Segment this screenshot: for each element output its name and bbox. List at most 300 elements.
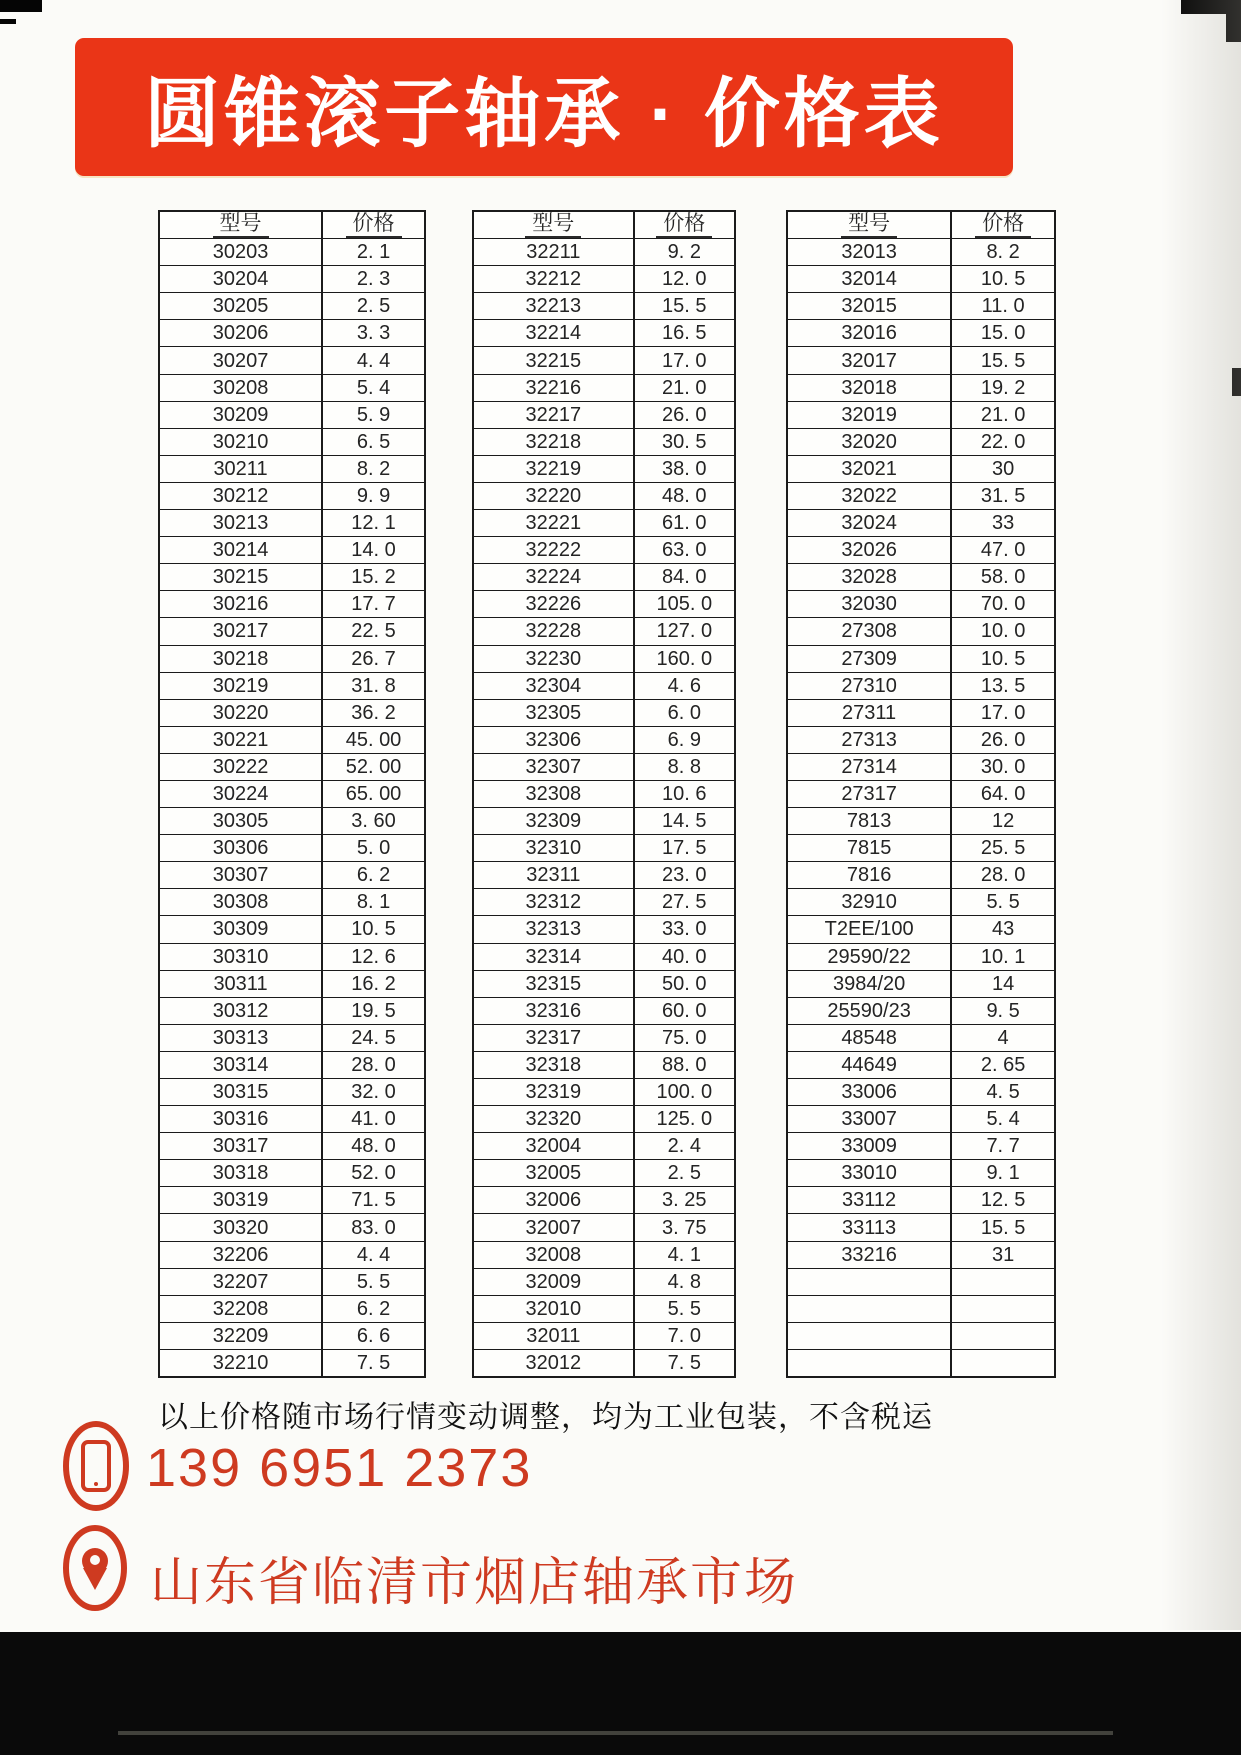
table-row bbox=[474, 1078, 734, 1105]
price-cell: 12. 6 bbox=[321, 944, 424, 970]
table-row bbox=[160, 672, 424, 699]
table-row bbox=[160, 374, 424, 401]
table-row bbox=[788, 915, 1054, 942]
model-cell: 32320 bbox=[525, 1108, 582, 1131]
table-row bbox=[474, 1268, 734, 1295]
header-row bbox=[474, 212, 734, 238]
table-row bbox=[160, 319, 424, 346]
model-cell: 32208 bbox=[212, 1297, 269, 1320]
table-row bbox=[788, 428, 1054, 455]
model-cell: 30308 bbox=[212, 891, 269, 914]
price-cell: 26. 0 bbox=[633, 402, 734, 428]
model-cell: 32024 bbox=[841, 512, 897, 535]
model-cell: 32017 bbox=[841, 349, 897, 372]
price-cell: 30. 0 bbox=[950, 754, 1054, 780]
price-cell: 17. 0 bbox=[950, 700, 1054, 726]
price-cell: 4. 5 bbox=[950, 1079, 1054, 1105]
price-cell: 40. 0 bbox=[633, 944, 734, 970]
table-row bbox=[474, 509, 734, 536]
price-cell: 26. 7 bbox=[321, 646, 424, 672]
price-cell: 12. 1 bbox=[321, 510, 424, 536]
price-cell: 4. 8 bbox=[633, 1269, 734, 1295]
price-cell: 47. 0 bbox=[950, 537, 1054, 563]
table-row bbox=[160, 970, 424, 997]
price-cell: 9. 1 bbox=[950, 1160, 1054, 1186]
price-cell: 7. 5 bbox=[321, 1350, 424, 1376]
table-row bbox=[474, 699, 734, 726]
price-cell: 15. 5 bbox=[950, 347, 1054, 373]
table-row bbox=[788, 563, 1054, 590]
price-cell: 36. 2 bbox=[321, 700, 424, 726]
table-row bbox=[474, 726, 734, 753]
table-row bbox=[474, 915, 734, 942]
model-cell: 32309 bbox=[525, 810, 582, 833]
price-cell: 31 bbox=[950, 1242, 1054, 1268]
table-row bbox=[160, 1159, 424, 1186]
price-cell: 7. 0 bbox=[633, 1323, 734, 1349]
price-cell: 22. 5 bbox=[321, 618, 424, 644]
table-row bbox=[160, 861, 424, 888]
table-row bbox=[474, 563, 734, 590]
model-cell: 30218 bbox=[212, 647, 269, 670]
price-cell: 100. 0 bbox=[633, 1079, 734, 1105]
model-cell: 27313 bbox=[841, 728, 897, 751]
table-row bbox=[160, 509, 424, 536]
map-pin-icon bbox=[62, 1525, 128, 1616]
table-row bbox=[788, 617, 1054, 644]
model-cell: 32222 bbox=[525, 539, 582, 562]
price-cell: 23. 0 bbox=[633, 862, 734, 888]
price-cell: 83. 0 bbox=[321, 1214, 424, 1240]
table-row bbox=[160, 726, 424, 753]
model-cell: 30315 bbox=[212, 1081, 269, 1104]
model-cell: 32022 bbox=[841, 484, 897, 507]
model-cell: 32318 bbox=[525, 1053, 582, 1076]
model-cell: 7813 bbox=[846, 810, 892, 833]
table-row bbox=[474, 1132, 734, 1159]
header-label: 价格 bbox=[975, 212, 1031, 238]
model-cell: 27310 bbox=[841, 674, 897, 697]
model-cell: 30320 bbox=[212, 1216, 269, 1239]
model-cell: 44649 bbox=[841, 1053, 897, 1076]
price-cell: 11. 0 bbox=[950, 293, 1054, 319]
model-cell: 32007 bbox=[525, 1216, 582, 1239]
table-row bbox=[474, 1105, 734, 1132]
table-row bbox=[788, 672, 1054, 699]
model-cell: T2EE/100 bbox=[824, 918, 914, 941]
table-row bbox=[160, 834, 424, 861]
model-cell: 33113 bbox=[842, 1216, 897, 1239]
model-cell: 30203 bbox=[212, 241, 269, 264]
model-cell: 30312 bbox=[212, 999, 269, 1022]
table-row bbox=[788, 1159, 1054, 1186]
price-cell: 52. 0 bbox=[321, 1160, 424, 1186]
price-cell bbox=[950, 1269, 1054, 1295]
model-cell: 32004 bbox=[525, 1135, 582, 1158]
table-row bbox=[788, 346, 1054, 373]
model-cell: 32316 bbox=[525, 999, 582, 1022]
table-row bbox=[474, 1051, 734, 1078]
table-row bbox=[788, 943, 1054, 970]
table-row bbox=[788, 1132, 1054, 1159]
price-cell: 2. 5 bbox=[321, 293, 424, 319]
model-cell: 7816 bbox=[846, 864, 892, 887]
price-cell: 4 bbox=[950, 1025, 1054, 1051]
table-row bbox=[474, 861, 734, 888]
price-cell: 22. 0 bbox=[950, 429, 1054, 455]
header-label: 价格 bbox=[346, 212, 402, 238]
model-cell: 32021 bbox=[841, 457, 897, 480]
model-cell: 27309 bbox=[841, 647, 897, 670]
table-row bbox=[788, 1213, 1054, 1240]
price-cell: 10. 1 bbox=[950, 944, 1054, 970]
model-cell: 32211 bbox=[526, 241, 581, 264]
price-cell: 19. 5 bbox=[321, 998, 424, 1024]
model-cell: 32308 bbox=[525, 783, 582, 806]
table-row bbox=[160, 455, 424, 482]
table-row bbox=[160, 401, 424, 428]
model-cell: 30314 bbox=[212, 1053, 269, 1076]
price-cell: 61. 0 bbox=[633, 510, 734, 536]
model-cell: 32212 bbox=[525, 268, 582, 291]
model-cell: 33010 bbox=[841, 1162, 897, 1185]
price-cell: 8. 8 bbox=[633, 754, 734, 780]
model-cell: 30305 bbox=[212, 810, 269, 833]
price-cell: 88. 0 bbox=[633, 1052, 734, 1078]
model-cell: 32216 bbox=[525, 376, 582, 399]
model-cell: 30311 bbox=[213, 972, 268, 995]
table-row bbox=[788, 888, 1054, 915]
table-row bbox=[474, 455, 734, 482]
price-cell: 6. 0 bbox=[633, 700, 734, 726]
model-cell: 27317 bbox=[841, 783, 897, 806]
model-cell: 32018 bbox=[841, 376, 897, 399]
model-cell: 29590/22 bbox=[827, 945, 911, 968]
price-cell: 31. 8 bbox=[321, 673, 424, 699]
table-row bbox=[474, 265, 734, 292]
table-row bbox=[160, 1105, 424, 1132]
model-cell: 32317 bbox=[525, 1026, 582, 1049]
price-cell: 3. 75 bbox=[633, 1214, 734, 1240]
table-row bbox=[160, 617, 424, 644]
table-row bbox=[474, 1295, 734, 1322]
price-cell: 28. 0 bbox=[950, 862, 1054, 888]
price-cell: 30. 5 bbox=[633, 429, 734, 455]
price-cell: 127. 0 bbox=[633, 618, 734, 644]
table-row bbox=[474, 1159, 734, 1186]
table-row bbox=[788, 1349, 1054, 1376]
price-column-header bbox=[950, 212, 1054, 238]
price-cell: 32. 0 bbox=[321, 1079, 424, 1105]
table-row bbox=[160, 1295, 424, 1322]
price-column-header bbox=[633, 212, 734, 238]
table-row bbox=[788, 374, 1054, 401]
price-cell: 2. 3 bbox=[321, 266, 424, 292]
model-cell: 32215 bbox=[525, 349, 582, 372]
price-cell: 27. 5 bbox=[633, 889, 734, 915]
price-table-1 bbox=[158, 210, 426, 1378]
price-cell bbox=[950, 1323, 1054, 1349]
price-cell: 17. 0 bbox=[633, 347, 734, 373]
model-cell: 32028 bbox=[841, 566, 897, 589]
price-cell: 10. 6 bbox=[633, 781, 734, 807]
table-row bbox=[474, 943, 734, 970]
table-row bbox=[788, 861, 1054, 888]
price-cell: 75. 0 bbox=[633, 1025, 734, 1051]
price-cell: 3. 3 bbox=[321, 320, 424, 346]
price-cell: 14 bbox=[950, 971, 1054, 997]
model-cell: 32011 bbox=[526, 1324, 581, 1347]
model-cell: 30224 bbox=[212, 783, 269, 806]
header-label: 价格 bbox=[656, 212, 712, 238]
price-cell: 5. 5 bbox=[950, 889, 1054, 915]
model-cell: 30208 bbox=[212, 376, 269, 399]
price-cell: 15. 5 bbox=[950, 1214, 1054, 1240]
price-cell: 5. 5 bbox=[321, 1269, 424, 1295]
model-cell: 30215 bbox=[212, 566, 269, 589]
table-row bbox=[788, 509, 1054, 536]
price-cell: 10. 5 bbox=[950, 646, 1054, 672]
price-cell: 160. 0 bbox=[633, 646, 734, 672]
scan-shadow bbox=[1161, 0, 1241, 1630]
table-row bbox=[160, 563, 424, 590]
price-cell: 10. 5 bbox=[321, 916, 424, 942]
price-cell: 5. 9 bbox=[321, 402, 424, 428]
price-cell: 2. 5 bbox=[633, 1160, 734, 1186]
price-cell: 3. 60 bbox=[321, 808, 424, 834]
price-cell: 17. 7 bbox=[321, 591, 424, 617]
table-row bbox=[474, 1322, 734, 1349]
price-cell: 5. 0 bbox=[321, 835, 424, 861]
model-cell: 32020 bbox=[841, 430, 897, 453]
table-row bbox=[160, 482, 424, 509]
table-row bbox=[160, 780, 424, 807]
price-cell: 30 bbox=[950, 456, 1054, 482]
model-cell: 32307 bbox=[525, 755, 582, 778]
table-row bbox=[474, 374, 734, 401]
price-cell: 8. 2 bbox=[321, 456, 424, 482]
scan-mark-top-left bbox=[0, 0, 42, 12]
table-row bbox=[788, 482, 1054, 509]
price-cell bbox=[950, 1350, 1054, 1376]
model-cell: 32026 bbox=[841, 539, 897, 562]
price-cell: 21. 0 bbox=[633, 375, 734, 401]
price-cell: 19. 2 bbox=[950, 375, 1054, 401]
model-column-header bbox=[788, 212, 950, 238]
model-cell bbox=[788, 1350, 950, 1376]
table-row bbox=[788, 1268, 1054, 1295]
model-cell: 32315 bbox=[525, 972, 582, 995]
price-cell: 6. 2 bbox=[321, 862, 424, 888]
table-row bbox=[160, 888, 424, 915]
price-cell: 9. 9 bbox=[321, 483, 424, 509]
price-cell: 5. 4 bbox=[950, 1106, 1054, 1132]
table-row bbox=[474, 997, 734, 1024]
model-column-header bbox=[474, 212, 633, 238]
price-cell bbox=[950, 1296, 1054, 1322]
model-cell: 27311 bbox=[842, 701, 897, 724]
price-cell: 3. 25 bbox=[633, 1187, 734, 1213]
price-cell: 48. 0 bbox=[633, 483, 734, 509]
table-row bbox=[160, 915, 424, 942]
price-cell: 15. 5 bbox=[633, 293, 734, 319]
model-cell: 33007 bbox=[841, 1108, 897, 1131]
price-cell: 21. 0 bbox=[950, 402, 1054, 428]
price-cell: 125. 0 bbox=[633, 1106, 734, 1132]
table-row bbox=[160, 1349, 424, 1376]
model-cell: 32005 bbox=[525, 1162, 582, 1185]
model-cell: 32311 bbox=[526, 864, 581, 887]
table-row bbox=[474, 319, 734, 346]
price-cell: 10. 0 bbox=[950, 618, 1054, 644]
model-cell: 30209 bbox=[212, 403, 269, 426]
model-cell: 27308 bbox=[841, 620, 897, 643]
price-cell: 33. 0 bbox=[633, 916, 734, 942]
footer-band-line bbox=[118, 1731, 1113, 1735]
price-cell: 15. 0 bbox=[950, 320, 1054, 346]
model-cell: 32310 bbox=[525, 837, 582, 860]
price-cell: 63. 0 bbox=[633, 537, 734, 563]
model-cell: 30318 bbox=[212, 1162, 269, 1185]
model-cell: 30319 bbox=[212, 1189, 269, 1212]
price-cell: 14. 5 bbox=[633, 808, 734, 834]
price-cell: 8. 1 bbox=[321, 889, 424, 915]
model-cell bbox=[788, 1269, 950, 1295]
table-row bbox=[474, 1241, 734, 1268]
table-row bbox=[160, 1213, 424, 1240]
table-row bbox=[474, 1349, 734, 1376]
table-row bbox=[788, 834, 1054, 861]
model-cell: 32209 bbox=[212, 1324, 269, 1347]
price-cell: 6. 5 bbox=[321, 429, 424, 455]
model-cell: 30219 bbox=[212, 674, 269, 697]
table-row bbox=[474, 807, 734, 834]
model-cell: 32030 bbox=[841, 593, 897, 616]
model-cell: 32230 bbox=[525, 647, 582, 670]
price-cell: 45. 00 bbox=[321, 727, 424, 753]
table-row bbox=[474, 753, 734, 780]
table-row bbox=[788, 265, 1054, 292]
price-cell: 38. 0 bbox=[633, 456, 734, 482]
price-column-header bbox=[321, 212, 424, 238]
table-row bbox=[788, 726, 1054, 753]
model-cell: 30204 bbox=[212, 268, 269, 291]
table-row bbox=[474, 401, 734, 428]
model-cell: 32014 bbox=[841, 268, 897, 291]
price-cell: 12. 5 bbox=[950, 1187, 1054, 1213]
price-cell: 31. 5 bbox=[950, 483, 1054, 509]
table-row bbox=[160, 1268, 424, 1295]
smartphone-icon bbox=[62, 1421, 130, 1516]
price-cell: 2. 4 bbox=[633, 1133, 734, 1159]
price-cell: 2. 65 bbox=[950, 1052, 1054, 1078]
price-cell: 24. 5 bbox=[321, 1025, 424, 1051]
table-row bbox=[788, 753, 1054, 780]
table-row bbox=[474, 1186, 734, 1213]
scan-mark-top-left-2 bbox=[0, 19, 16, 24]
model-cell: 32210 bbox=[212, 1351, 269, 1374]
table-row bbox=[160, 807, 424, 834]
model-cell: 32304 bbox=[525, 674, 582, 697]
model-cell: 30316 bbox=[212, 1108, 269, 1131]
header-row bbox=[160, 212, 424, 238]
table-row bbox=[788, 292, 1054, 319]
price-cell: 17. 5 bbox=[633, 835, 734, 861]
price-cell: 8. 2 bbox=[950, 239, 1054, 265]
table-row bbox=[788, 1051, 1054, 1078]
table-row bbox=[474, 590, 734, 617]
table-row bbox=[160, 699, 424, 726]
model-cell: 30220 bbox=[212, 701, 269, 724]
table-row bbox=[474, 292, 734, 319]
table-row bbox=[160, 1132, 424, 1159]
table-row bbox=[474, 482, 734, 509]
model-cell: 32218 bbox=[525, 430, 582, 453]
model-cell: 27314 bbox=[841, 755, 897, 778]
model-cell: 30306 bbox=[212, 837, 269, 860]
table-row bbox=[160, 1241, 424, 1268]
price-cell: 48. 0 bbox=[321, 1133, 424, 1159]
table-row bbox=[160, 590, 424, 617]
table-row bbox=[160, 943, 424, 970]
price-cell: 25. 5 bbox=[950, 835, 1054, 861]
price-cell: 6. 2 bbox=[321, 1296, 424, 1322]
price-cell: 64. 0 bbox=[950, 781, 1054, 807]
table-row bbox=[474, 1213, 734, 1240]
price-cell: 5. 5 bbox=[633, 1296, 734, 1322]
table-row bbox=[160, 1186, 424, 1213]
model-cell: 32207 bbox=[212, 1270, 269, 1293]
table-row bbox=[788, 238, 1054, 265]
price-cell: 26. 0 bbox=[950, 727, 1054, 753]
price-cell: 12 bbox=[950, 808, 1054, 834]
table-row bbox=[160, 1024, 424, 1051]
table-row bbox=[788, 536, 1054, 563]
price-cell: 4. 6 bbox=[633, 673, 734, 699]
model-cell: 32016 bbox=[841, 322, 897, 345]
note-text: 以上价格随市场行情变动调整，均为工业包装，不含税运 bbox=[158, 1401, 933, 1434]
model-cell: 32220 bbox=[525, 484, 582, 507]
table-row bbox=[160, 265, 424, 292]
table-row bbox=[160, 536, 424, 563]
price-cell: 2. 1 bbox=[321, 239, 424, 265]
model-cell: 32910 bbox=[841, 891, 897, 914]
model-cell: 32224 bbox=[525, 566, 582, 589]
price-cell: 84. 0 bbox=[633, 564, 734, 590]
model-cell: 30205 bbox=[212, 295, 269, 318]
price-cell: 105. 0 bbox=[633, 591, 734, 617]
model-cell: 30216 bbox=[212, 593, 269, 616]
table-row bbox=[788, 1322, 1054, 1349]
bottom-black-band bbox=[0, 1632, 1241, 1755]
price-cell: 60. 0 bbox=[633, 998, 734, 1024]
price-cell: 12. 0 bbox=[633, 266, 734, 292]
table-row bbox=[160, 1322, 424, 1349]
model-cell: 32319 bbox=[525, 1081, 582, 1104]
model-cell: 30310 bbox=[212, 945, 269, 968]
price-cell: 14. 0 bbox=[321, 537, 424, 563]
model-cell: 32305 bbox=[525, 701, 582, 724]
model-cell: 30211 bbox=[213, 457, 268, 480]
table-row bbox=[788, 1024, 1054, 1051]
price-cell: 7. 5 bbox=[633, 1350, 734, 1376]
table-row bbox=[474, 428, 734, 455]
model-cell: 30217 bbox=[212, 620, 269, 643]
table-row bbox=[474, 346, 734, 373]
model-cell: 30210 bbox=[212, 430, 269, 453]
table-row bbox=[474, 834, 734, 861]
table-row bbox=[160, 238, 424, 265]
